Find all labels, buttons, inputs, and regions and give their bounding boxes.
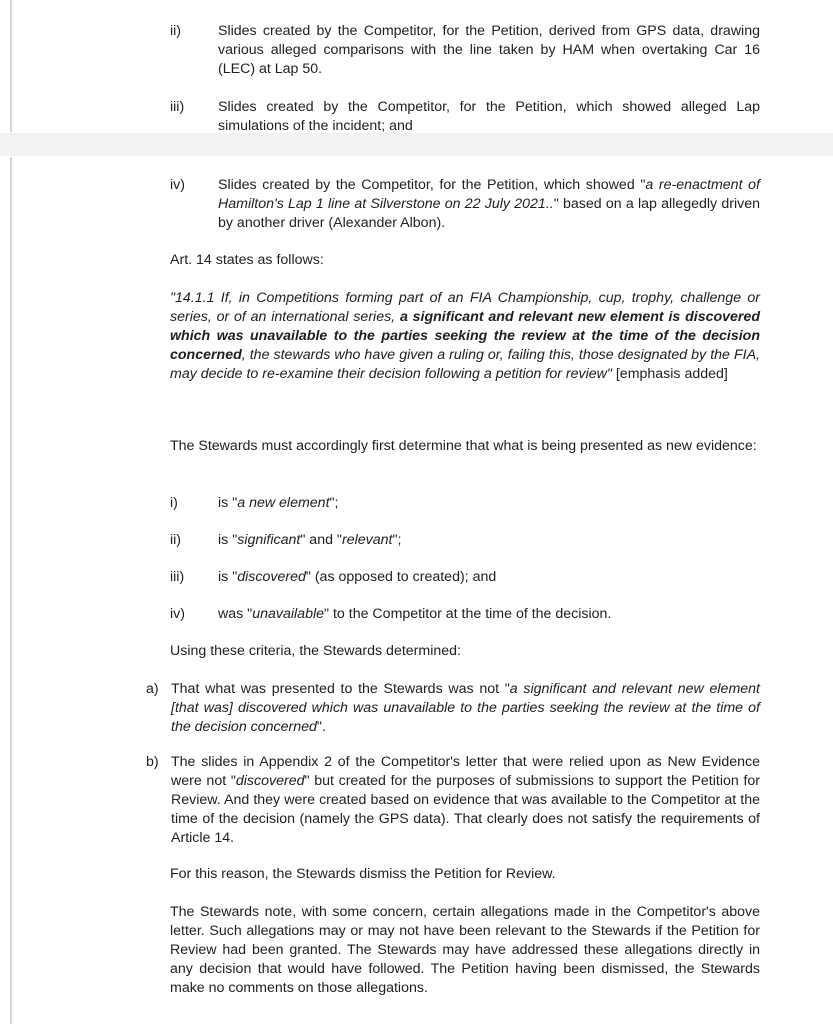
list-item-text	[218, 568, 760, 587]
dismiss-paragraph: For this reason, the Stewards dismiss the Petition for Review.	[170, 866, 556, 882]
text-segment: ".	[316, 719, 326, 735]
text-segment: Slides created by the Competitor, for the Petition, which showed "	[218, 177, 646, 193]
list-item-text	[218, 176, 760, 233]
list-item-number: iii)	[170, 569, 185, 585]
text-segment: " to the Competitor at the time of the decision.	[324, 606, 612, 622]
text-segment: is "	[218, 569, 238, 585]
quote-text: "14.1.1 If, in Competitions forming part of an FIA Championship, cup, trophy, challenge or series, or of an international series,	[170, 290, 760, 325]
art14-intro: Art. 14 states as follows:	[170, 252, 324, 268]
text-segment: The slides in Appendix 2 of the Competitor's letter that were relied upon as New Evidence were not "	[171, 754, 760, 789]
text-segment: ";	[392, 532, 402, 548]
document-page-bottom	[10, 157, 812, 1024]
page-gap	[0, 133, 833, 156]
emphasis-note: [emphasis added]	[611, 366, 728, 382]
italic-term: a new element	[237, 495, 330, 511]
text-segment: is "	[218, 532, 238, 548]
list-item-number: i)	[170, 495, 178, 511]
text-segment: " based on a lap allegedly driven by another driver (Alexander Albon).	[218, 196, 760, 231]
italic-term: significant	[237, 532, 301, 548]
list-item-text	[218, 531, 760, 550]
italic-quote: a re-enactment of Hamilton's Lap 1 line at Silverstone on 22 July 2021..	[218, 177, 760, 212]
italic-term: relevant	[341, 532, 393, 548]
italic-term: discovered	[235, 773, 305, 789]
quote-text: , the stewards who have given a ruling or, failing this, those designated by the FIA, may decide to re-examine their decision following a petition for review"	[170, 347, 760, 382]
italic-term: unavailable	[252, 606, 325, 622]
text-segment: is "	[218, 495, 238, 511]
finding-a	[146, 680, 760, 737]
list-item-text: Slides created by the Competitor, for the Petition, derived from GPS data, drawing various alleged comparisons with the line taken by HAM when overtaking Car 16 (LEC) at Lap 50.	[218, 23, 760, 77]
closing-paragraph: The Stewards note, with some concern, certain allegations made in the Competitor's above letter. Such allegations may or may not have been relevant to the Stewards if the Petition for Review had been granted. The Stewards may have addressed these allegations directly in any decision that would have followed. The Petition having been dismissed, the Stewards make no comments on those allegations.	[170, 904, 760, 996]
criteria-item-iii	[170, 568, 760, 587]
using-criteria-paragraph: Using these criteria, the Stewards determined:	[170, 643, 461, 659]
criteria-item-iv	[170, 605, 760, 624]
list-item-number: iv)	[170, 177, 185, 193]
list-item-text	[171, 753, 760, 848]
list-item-iv	[170, 176, 760, 233]
text-segment: " but created for the purposes of submissions to support the Petition for Review. And they were created based on evidence that was available to the Competitor at the time of the decision (namely the GPS data). That clearly does not satisfy the requirements of Article 14.	[171, 773, 760, 846]
list-item-number: iv)	[170, 606, 185, 622]
list-item-number: ii)	[170, 23, 182, 39]
text-segment: " and "	[300, 532, 342, 548]
italic-term: discovered	[237, 569, 306, 585]
text-segment: That what was presented to the Stewards was not "	[171, 681, 510, 697]
list-item-text	[171, 680, 760, 737]
stewards-determine-paragraph: The Stewards must accordingly first determine that what is being presented as new evidence:	[170, 438, 757, 454]
text-segment: was "	[218, 606, 253, 622]
list-item-text	[218, 605, 760, 624]
list-item-ii	[170, 22, 760, 79]
italic-quote: a significant and relevant new element [that was] discovered which was unavailable to the parties seeking the review at the time of the decision concerned	[171, 681, 760, 735]
text-segment: " (as opposed to created); and	[305, 569, 497, 585]
quote-bold-text: a significant and relevant new element is discovered which was unavailable to the parties seeking the review at the time of the decision concerned	[170, 309, 761, 363]
criteria-item-i	[170, 494, 760, 513]
list-item-number: iii)	[170, 99, 185, 115]
list-item-text	[218, 494, 760, 513]
list-item-number: ii)	[170, 532, 182, 548]
list-item-number: a)	[146, 681, 159, 697]
list-item-text: Slides created by the Competitor, for the Petition, which showed alleged Lap simulations of the incident; and	[218, 99, 760, 134]
list-item-iii	[170, 98, 760, 136]
finding-b	[146, 753, 760, 848]
criteria-item-ii	[170, 531, 760, 550]
article-quote	[170, 289, 760, 384]
text-segment: ";	[329, 495, 339, 511]
list-item-number: b)	[146, 754, 159, 770]
